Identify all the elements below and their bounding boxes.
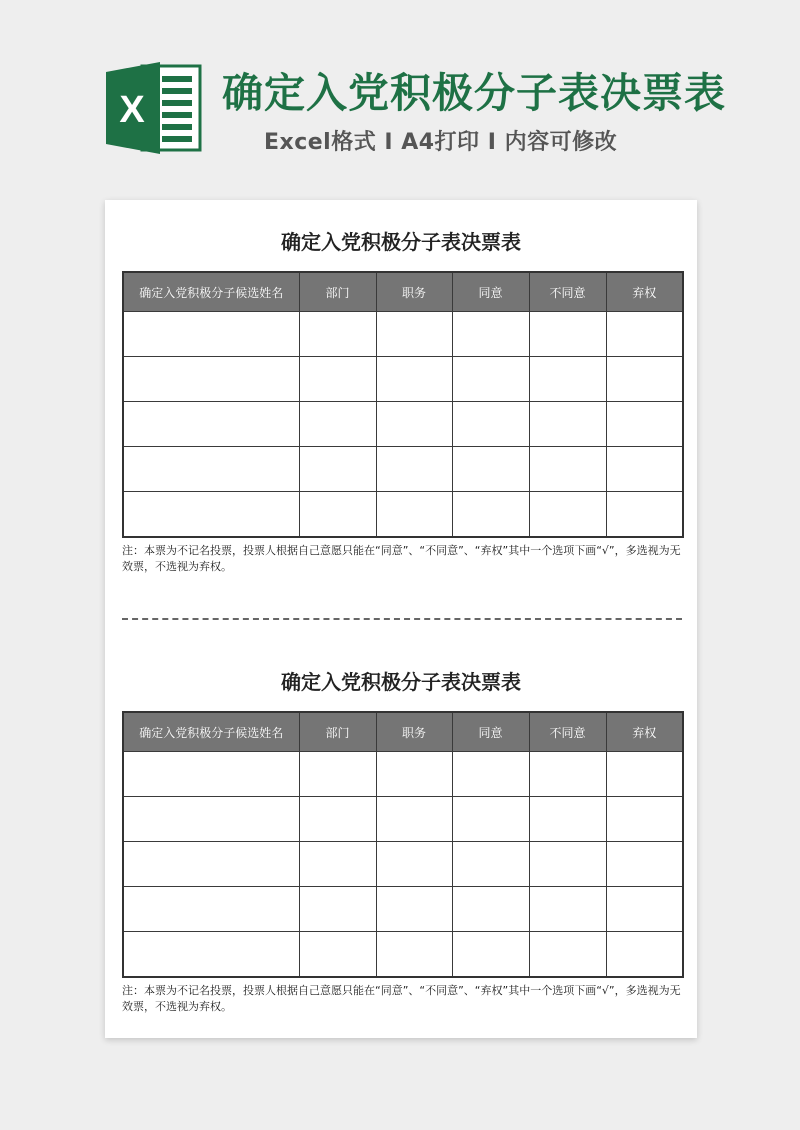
table-cell[interactable] xyxy=(606,887,683,932)
table-cell[interactable] xyxy=(529,492,606,538)
table-cell[interactable] xyxy=(299,887,376,932)
table-cell[interactable] xyxy=(376,842,452,887)
page-header xyxy=(0,0,800,200)
table-cell[interactable] xyxy=(299,357,376,402)
table-cell[interactable] xyxy=(606,932,683,978)
table-cell[interactable] xyxy=(123,357,299,402)
table-row xyxy=(123,357,683,402)
page-subtitle: Excel格式 I A4打印 I 内容可修改 xyxy=(264,130,618,155)
table-cell[interactable] xyxy=(376,797,452,842)
ballot-table xyxy=(122,271,684,538)
table-cell[interactable] xyxy=(123,492,299,538)
table-cell[interactable] xyxy=(452,402,529,447)
table-header-row xyxy=(123,272,683,312)
table-row xyxy=(123,492,683,538)
table-cell[interactable] xyxy=(452,752,529,797)
ballot-table xyxy=(122,711,684,978)
table-row xyxy=(123,752,683,797)
table-cell[interactable] xyxy=(606,447,683,492)
table-cell[interactable] xyxy=(123,752,299,797)
table-cell[interactable] xyxy=(376,932,452,978)
table-cell[interactable] xyxy=(606,752,683,797)
column-header-abstain: 弃权 xyxy=(606,272,683,312)
table-cell[interactable] xyxy=(529,447,606,492)
ballot-note: 注：本票为不记名投票，投票人根据自己意愿只能在“同意”、“不同意”、“弃权”其中一个选项下画“√”，多选视为无效票，不选视为弃权。 xyxy=(122,984,681,1013)
column-header-disagree: 不同意 xyxy=(529,712,606,752)
table-row xyxy=(123,887,683,932)
table-row xyxy=(123,447,683,492)
table-cell[interactable] xyxy=(529,887,606,932)
table-cell[interactable] xyxy=(452,312,529,357)
logo-letter: X xyxy=(119,89,145,131)
table-row xyxy=(123,312,683,357)
table-cell[interactable] xyxy=(123,797,299,842)
table-cell[interactable] xyxy=(376,357,452,402)
table-cell[interactable] xyxy=(452,887,529,932)
table-cell[interactable] xyxy=(376,887,452,932)
excel-logo-icon xyxy=(104,58,204,158)
column-header-agree: 同意 xyxy=(452,712,529,752)
table-cell[interactable] xyxy=(606,357,683,402)
table-cell[interactable] xyxy=(376,312,452,357)
column-header-position: 职务 xyxy=(376,712,452,752)
table-cell[interactable] xyxy=(376,447,452,492)
table-cell[interactable] xyxy=(606,312,683,357)
table-cell[interactable] xyxy=(606,797,683,842)
table-cell[interactable] xyxy=(452,357,529,402)
column-header-department: 部门 xyxy=(299,272,376,312)
table-cell[interactable] xyxy=(123,447,299,492)
column-header-department: 部门 xyxy=(299,712,376,752)
form-title: 确定入党积极分子表决票表 xyxy=(281,670,521,694)
table-cell[interactable] xyxy=(452,842,529,887)
column-header-agree: 同意 xyxy=(452,272,529,312)
table-cell[interactable] xyxy=(376,402,452,447)
form-title: 确定入党积极分子表决票表 xyxy=(281,230,521,254)
table-cell[interactable] xyxy=(299,752,376,797)
table-cell[interactable] xyxy=(606,402,683,447)
table-cell[interactable] xyxy=(299,842,376,887)
table-cell[interactable] xyxy=(452,492,529,538)
table-cell[interactable] xyxy=(299,932,376,978)
table-row xyxy=(123,797,683,842)
column-header-candidate-name: 确定入党积极分子候选姓名 xyxy=(123,272,299,312)
column-header-abstain: 弃权 xyxy=(606,712,683,752)
table-cell[interactable] xyxy=(452,447,529,492)
ballot-sheet xyxy=(105,200,697,1038)
table-header-row xyxy=(123,712,683,752)
cut-line-divider xyxy=(122,618,682,620)
table-cell[interactable] xyxy=(606,492,683,538)
column-header-position: 职务 xyxy=(376,272,452,312)
table-cell[interactable] xyxy=(529,932,606,978)
table-cell[interactable] xyxy=(123,932,299,978)
table-cell[interactable] xyxy=(299,447,376,492)
table-cell[interactable] xyxy=(123,402,299,447)
table-cell[interactable] xyxy=(529,402,606,447)
table-cell[interactable] xyxy=(376,752,452,797)
table-row xyxy=(123,932,683,978)
table-cell[interactable] xyxy=(299,492,376,538)
table-row xyxy=(123,402,683,447)
table-cell[interactable] xyxy=(123,887,299,932)
table-cell[interactable] xyxy=(529,797,606,842)
column-header-disagree: 不同意 xyxy=(529,272,606,312)
table-cell[interactable] xyxy=(529,312,606,357)
table-cell[interactable] xyxy=(123,842,299,887)
table-cell[interactable] xyxy=(299,797,376,842)
table-cell[interactable] xyxy=(299,402,376,447)
table-cell[interactable] xyxy=(529,357,606,402)
table-cell[interactable] xyxy=(376,492,452,538)
page-title: 确定入党积极分子表决票表 xyxy=(222,69,726,117)
table-row xyxy=(123,842,683,887)
ballot-note: 注：本票为不记名投票，投票人根据自己意愿只能在“同意”、“不同意”、“弃权”其中一个选项下画“√”，多选视为无效票，不选视为弃权。 xyxy=(122,544,681,573)
table-cell[interactable] xyxy=(529,842,606,887)
table-cell[interactable] xyxy=(529,752,606,797)
table-cell[interactable] xyxy=(123,312,299,357)
column-header-candidate-name: 确定入党积极分子候选姓名 xyxy=(123,712,299,752)
table-cell[interactable] xyxy=(299,312,376,357)
table-cell[interactable] xyxy=(452,932,529,978)
table-cell[interactable] xyxy=(452,797,529,842)
table-cell[interactable] xyxy=(606,842,683,887)
